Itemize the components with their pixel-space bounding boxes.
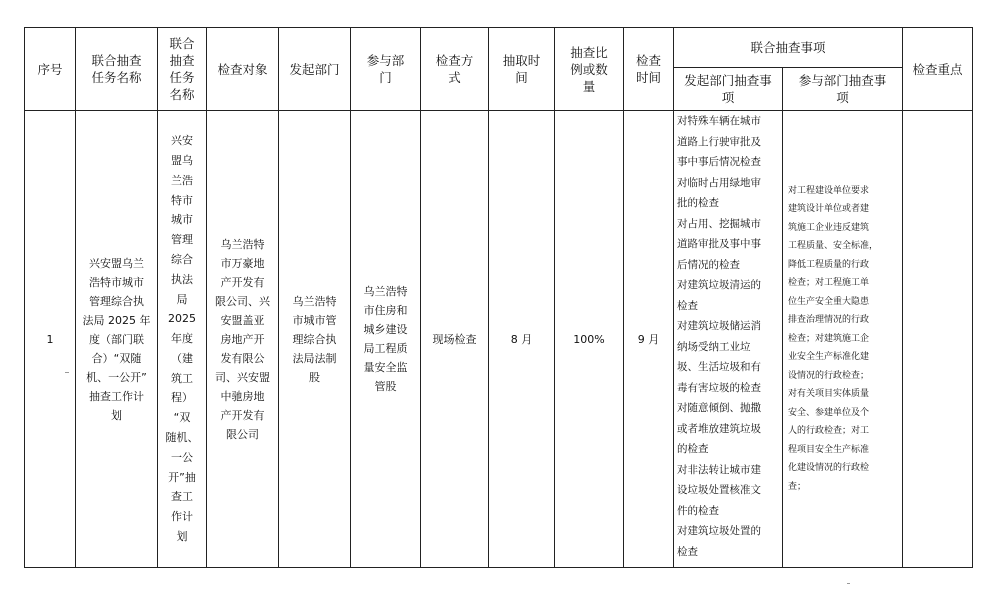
header-check-time: 检查 时间 xyxy=(624,28,674,111)
cell-participant-items xyxy=(783,111,903,568)
scan-speck xyxy=(65,372,69,373)
cell-focus xyxy=(903,111,973,568)
cell-participant: 乌兰浩特 市住房和 城乡建设 局工程质 量安全监 管股 xyxy=(351,111,421,568)
header-joint-items: 联合抽查事项 xyxy=(674,28,903,68)
header-participant: 参与部 门 xyxy=(351,28,421,111)
cell-method: 现场检查 xyxy=(421,111,489,568)
header-initiator-items: 发起部门抽查事 项 xyxy=(674,68,783,111)
cell-task-name-narrow: 兴安 盟乌 兰浩 特市 城市 管理 综合 执法 局 2025 年度 （建 筑工 程） “双 随机、 一公 开”抽 查工 作计 划 xyxy=(158,111,207,568)
table-row xyxy=(25,111,973,568)
header-seq: 序号 xyxy=(25,28,76,111)
cell-ratio: 100% xyxy=(555,111,624,568)
cell-draw-time: 8 月 xyxy=(489,111,555,568)
cell-check-time: 9 月 xyxy=(624,111,674,568)
header-draw-time: 抽取时 间 xyxy=(489,28,555,111)
header-initiator: 发起部门 xyxy=(279,28,351,111)
header-participant-items: 参与部门抽查事 项 xyxy=(783,68,903,111)
participant-items-text: 对工程建设单位要求 建筑设计单位或者建 筑施工企业违反建筑 工程质量、安全标准， 降低工程质量的行政 检查；对工程施工单 位生产安全重大隐患 排查治理情况的行政 检查；对建筑施工企 业安全生产标准化建 设情况的行政检查； 对有关项目实体质量 安全、参建单位及个 人的行政检查；对工 程项目安全生产标准 化建设情况的行政检 查； xyxy=(788,185,879,492)
cell-initiator: 乌兰浩特 市城市管 理综合执 法局法制 股 xyxy=(279,111,351,568)
header-method: 检查方 式 xyxy=(421,28,489,111)
header-task-name: 联合抽查 任务名称 xyxy=(76,28,158,111)
scan-speck xyxy=(847,583,850,584)
header-row-1 xyxy=(25,28,973,68)
initiator-items-text: 对特殊车辆在城市 道路上行驶审批及 事中事后情况检查 对临时占用绿地审 批的检查 对占用、挖掘城市 道路审批及事中事 后情况的检查 对建筑垃圾清运的 检查 对建筑垃圾储运消 纳场受纳工业垃 圾、生活垃圾和有 毒有害垃圾的检查 对随意倾倒、抛撒 或者堆放建筑垃圾 的检查 对非法转让城市建 设垃圾处置核准文 件的检查 对建筑垃圾处置的 检查 xyxy=(677,115,761,558)
joint-inspection-table xyxy=(24,27,973,568)
cell-seq: 1 xyxy=(25,111,76,568)
header-focus: 检查重点 xyxy=(903,28,973,111)
cell-task-name: 兴安盟乌兰 浩特市城市 管理综合执 法局 2025 年 度（部门联 合）“双随 机、一公开” 抽查工作计 划 xyxy=(76,111,158,568)
cell-initiator-items xyxy=(674,111,783,568)
header-object: 检查对象 xyxy=(207,28,279,111)
cell-object: 乌兰浩特 市万豪地 产开发有 限公司、兴 安盟盖亚 房地产开 发有限公 司、兴安盟 中驰房地 产开发有 限公司 xyxy=(207,111,279,568)
header-ratio: 抽查比 例或数 量 xyxy=(555,28,624,111)
header-task-name-narrow: 联合 抽查 任务 名称 xyxy=(158,28,207,111)
